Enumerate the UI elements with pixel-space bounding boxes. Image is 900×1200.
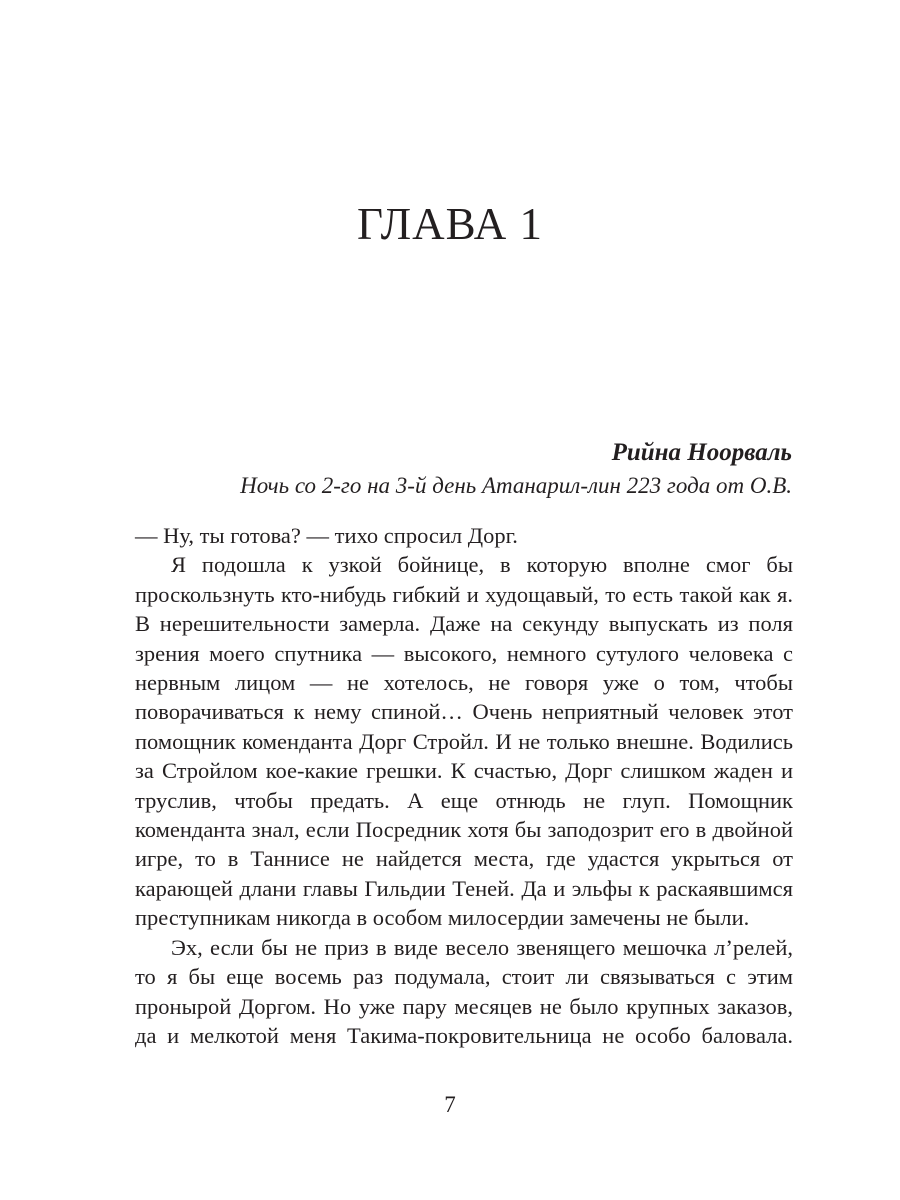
chapter-title: ГЛАВА 1 xyxy=(356,199,544,249)
paragraph: Я подошла к узкой бойнице, в которую вполне смог бы проскользнуть кто-нибудь гибкий и худощавый, то есть такой как я. В нерешительности замерла. Даже на секунду выпускать из поля зрения моего спутника — высокого, немного сутулого человека с нервным лицом — не хотелось, не говоря уже о том, чтобы поворачиваться к нему спиной… Очень неприятный человек этот помощник коменданта Дорг Стройл. И не только внешне. Водились за Стройлом кое-какие грешки. К счастью, Дорг слишком жаден и труслив, чтобы предать. А еще отнюдь не глуп. Помощник коменданта знал, если Посредник хотя бы заподозрит его в двойной игре, то в Таннисе не найдется места, где удастся укрыться от карающей длани главы Гильдии Теней. Да и эльфы к раскаявшимся преступникам никогда в особом милосердии замечены не были. xyxy=(135,552,793,931)
paragraph: Эх, если бы не приз в виде весело звенящего мешочка л’релей, то я бы еще восемь раз подумала, стоит ли связываться с этим пронырой Доргом. Но уже пару месяцев не было крупных заказов, да и мелкотой меня Такима-покровительница не особо баловала. xyxy=(135,934,793,1048)
page-number: 7 xyxy=(444,1092,456,1117)
paragraph-dialogue: — Ну, ты готова? — тихо спросил Дорг. xyxy=(135,523,518,548)
epigraph-name: Рийна Ноорваль xyxy=(611,439,792,466)
body-text xyxy=(135,521,793,1050)
epigraph xyxy=(240,436,792,502)
epigraph-date: Ночь со 2-го на 3-й день Атанарил-лин 223 года от О.В. xyxy=(240,473,792,498)
